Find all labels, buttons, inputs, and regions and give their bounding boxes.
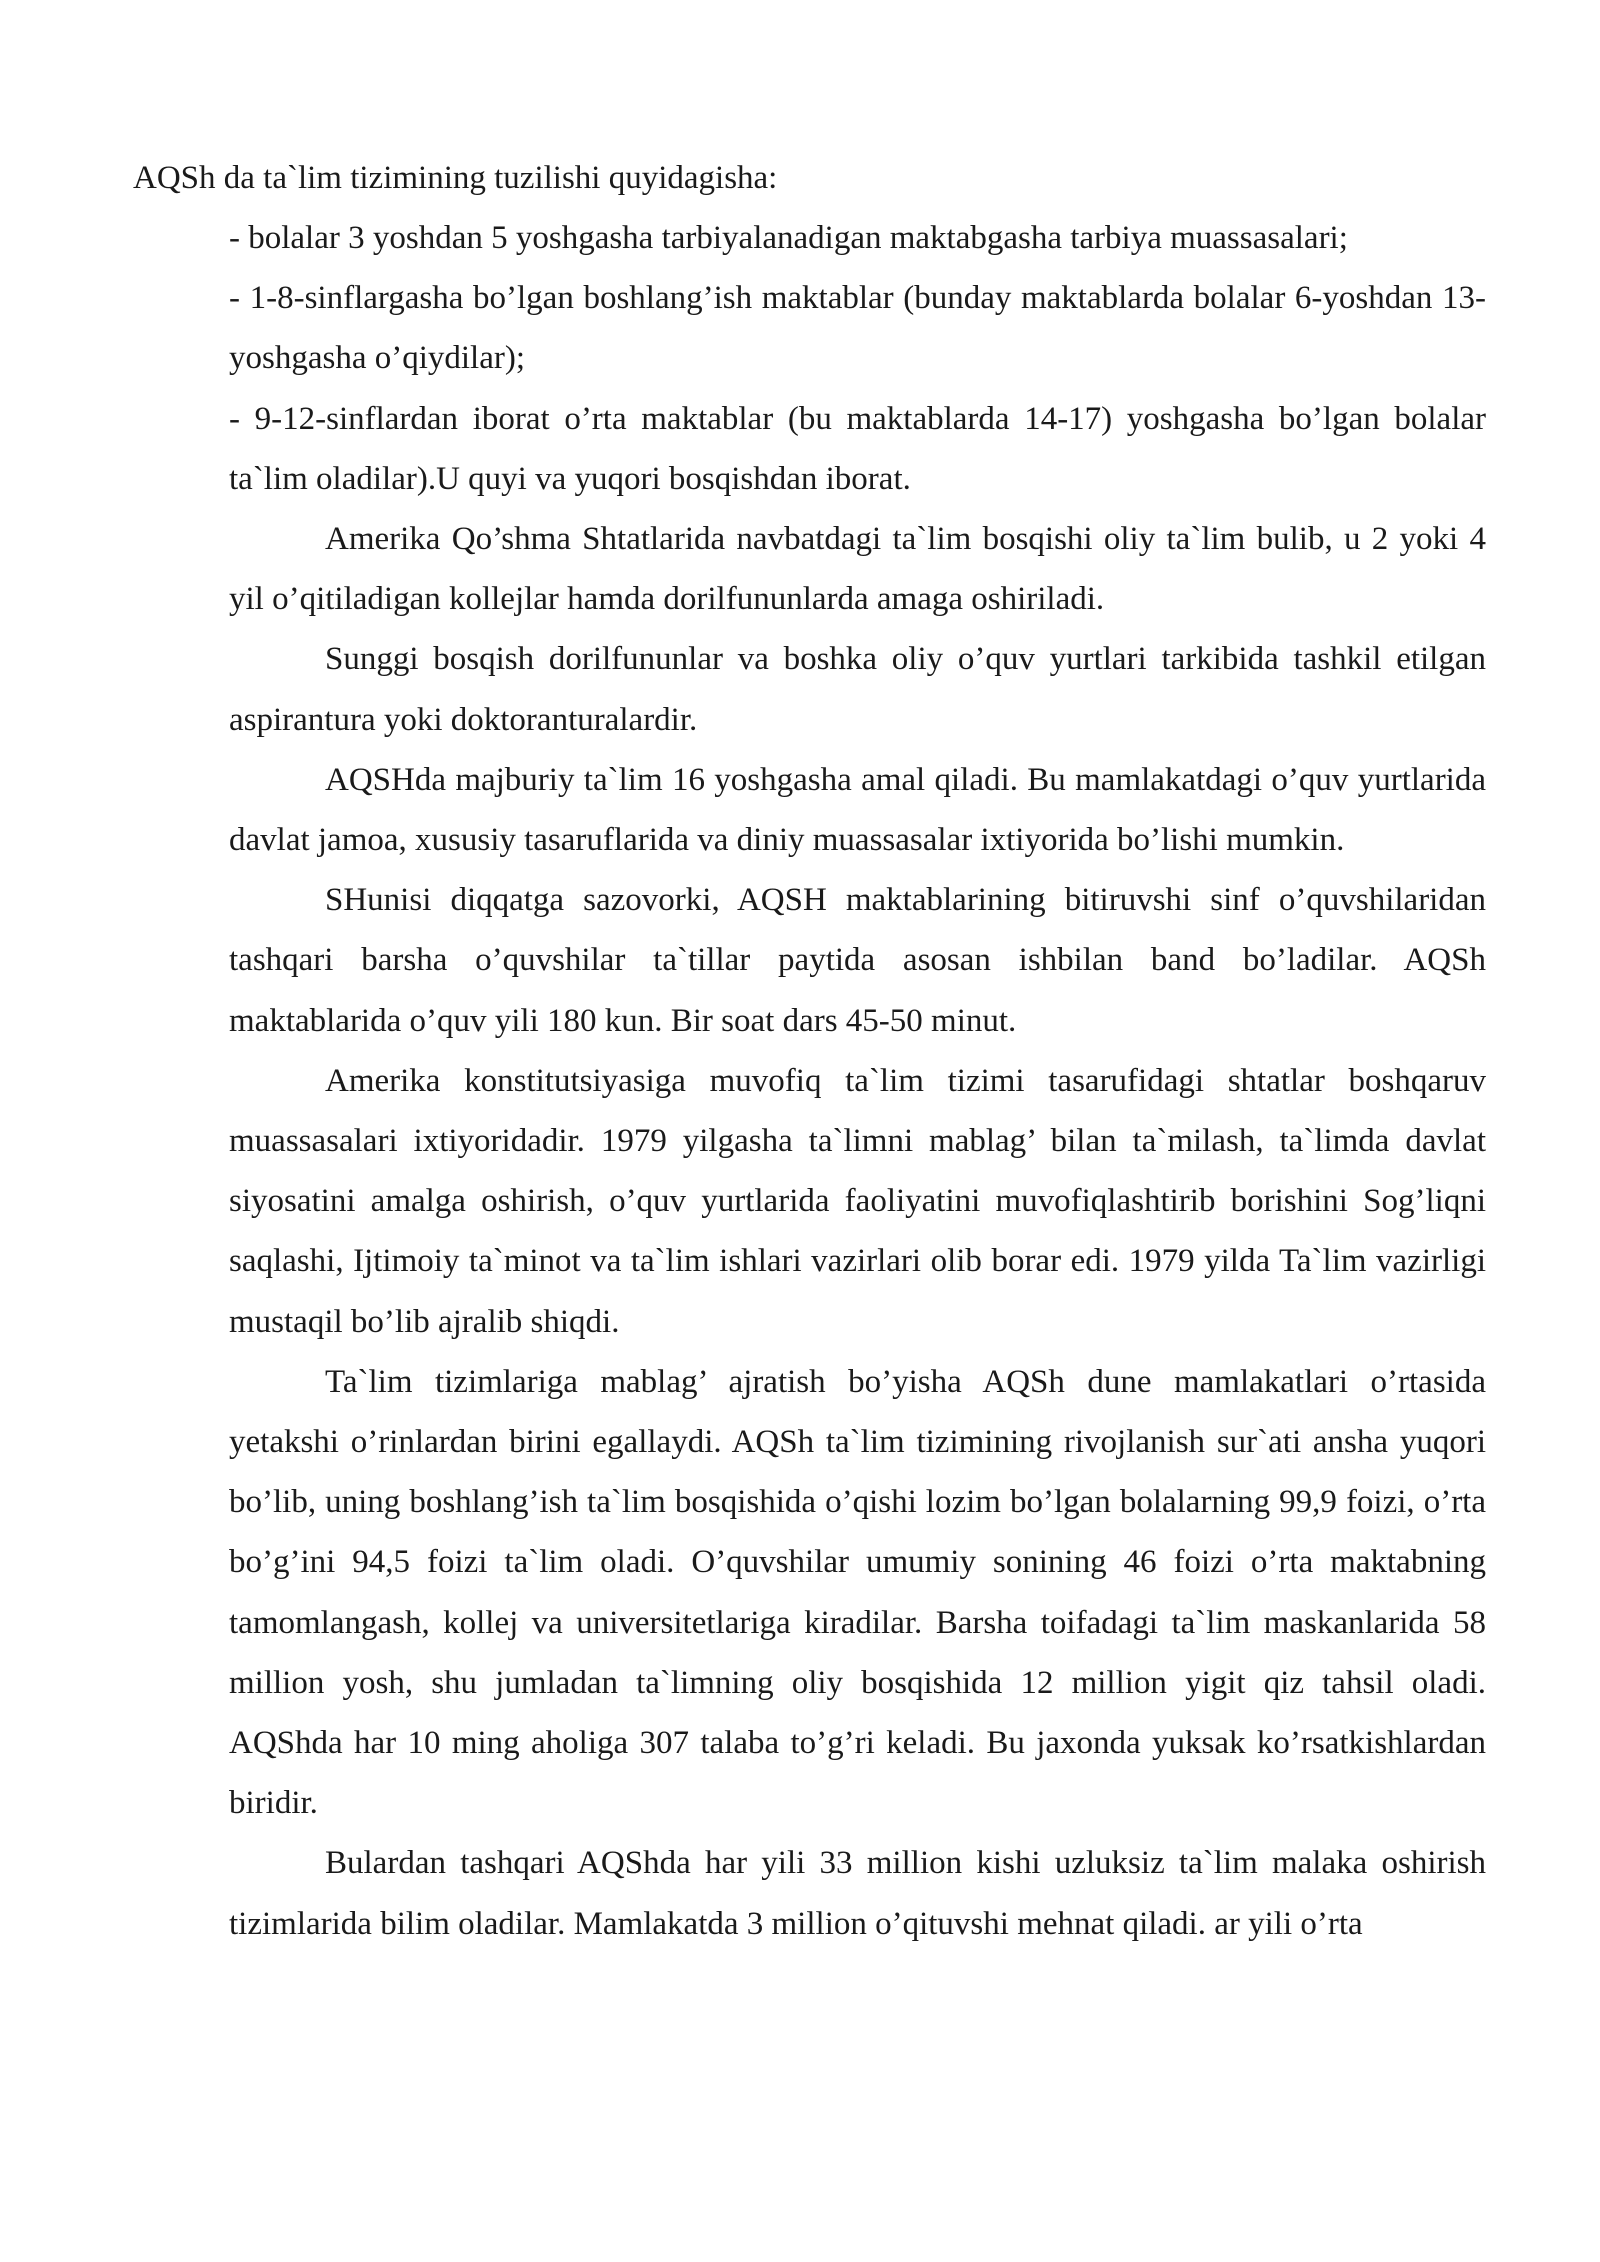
list-item-preschool: - bolalar 3 yoshdan 5 yoshgasha tarbiyalanadigan maktabgasha tarbiya muassasalari; (229, 220, 1348, 256)
list-item-primary-school: - 1-8-sinflargasha bo’lgan boshlang’ish maktablar (bunday maktablarda bolalar 6-yoshdan 13- yoshgasha o’qiydilar); (229, 280, 1486, 377)
document-body (229, 208, 1486, 1954)
paragraph-continuing-education: Bulardan tashqari AQShda har yili 33 million kishi uzluksiz ta`lim malaka oshirish tizimlarida bilim oladilar. Mamlakatda 3 million o’qituvshi mehnat qiladi. ar yili o’rta (229, 1845, 1486, 1942)
paragraph-higher-education: Amerika Qo’shma Shtatlarida navbatdagi ta`lim bosqishi oliy ta`lim bulib, u 2 yoki 4 yil o’qitiladigan kollejlar hamda dorilfununlarda amaga oshiriladi. (229, 521, 1486, 618)
paragraph-final-stage: Sunggi bosqish dorilfununlar va boshka oliy o’quv yurtlari tarkibida tashkil etilgan aspirantura yoki doktoranturalardir. (229, 641, 1486, 738)
list-item-secondary-school: - 9-12-sinflardan iborat o’rta maktablar (bu maktablarda 14-17) yoshgasha bo’lgan bolalar ta`lim oladilar).U quyi va yuqori bosqishdan iborat. (229, 400, 1486, 497)
paragraph-funding: Ta`lim tizimlariga mablag’ ajratish bo’yisha AQSh dune mamlakatlari o’rtasida yetakshi o’rinlardan birini egallaydi. AQSh ta`lim tizimining rivojlanish sur`ati ansha yuqori bo’lib, uning boshlang’ish ta`lim bosqishida o’qishi lozim bo’lgan bolalarning 99,9 foizi, o’rta bo’g’ini 94,5 foizi ta`lim oladi. O’quvshilar umumiy sonining 46 foizi o’rta maktabning tamomlangash, kollej va universitetlariga kiradilar. Barsha toifadagi ta`lim maskanlarida 58 million yosh, shu jumladan ta`limning oliy bosqishida 12 million yigit qiz tahsil oladi. AQShda har 10 ming aholiga 307 talaba to’g’ri keladi. Bu jaxonda yuksak ko’rsatkishlardan biridir. (229, 1363, 1486, 1822)
document-heading: AQSh da ta`lim tizimining tuzilishi quyidagisha: (133, 160, 778, 196)
paragraph-compulsory-education: AQSHda majburiy ta`lim 16 yoshgasha amal qiladi. Bu mamlakatdagi o’quv yurtlarida davlat jamoa, xususiy tasaruflarida va diniy muassasalar ixtiyorida bo’lishi mumkin. (229, 761, 1486, 859)
paragraph-school-year: SHunisi diqqatga sazovorki, AQSH maktablarining bitiruvshi sinf o’quvshilaridan tashqari barsha o’quvshilar ta`tillar paytida asosan ishbilan band bo’ladilar. AQSh maktablarida o’quv yili 180 kun. Bir soat dars 45-50 minut. (229, 882, 1486, 1039)
paragraph-constitution: Amerika konstitutsiyasiga muvofiq ta`lim tizimi tasarufidagi shtatlar boshqaruv muassasalari ixtiyoridadir. 1979 yilgasha ta`limni mablag’ bilan ta`milash, ta`limda davlat siyosatini amalga oshirish, o’quv yurtlarida faoliyatini muvofiqlashtirib borishini Sog’liqni saqlashi, Ijtimoiy ta`minot va ta`lim ishlari vazirlari olib borar edi. 1979 yilda Ta`lim vazirligi mustaqil bo’lib ajralib shiqdi. (229, 1062, 1486, 1340)
